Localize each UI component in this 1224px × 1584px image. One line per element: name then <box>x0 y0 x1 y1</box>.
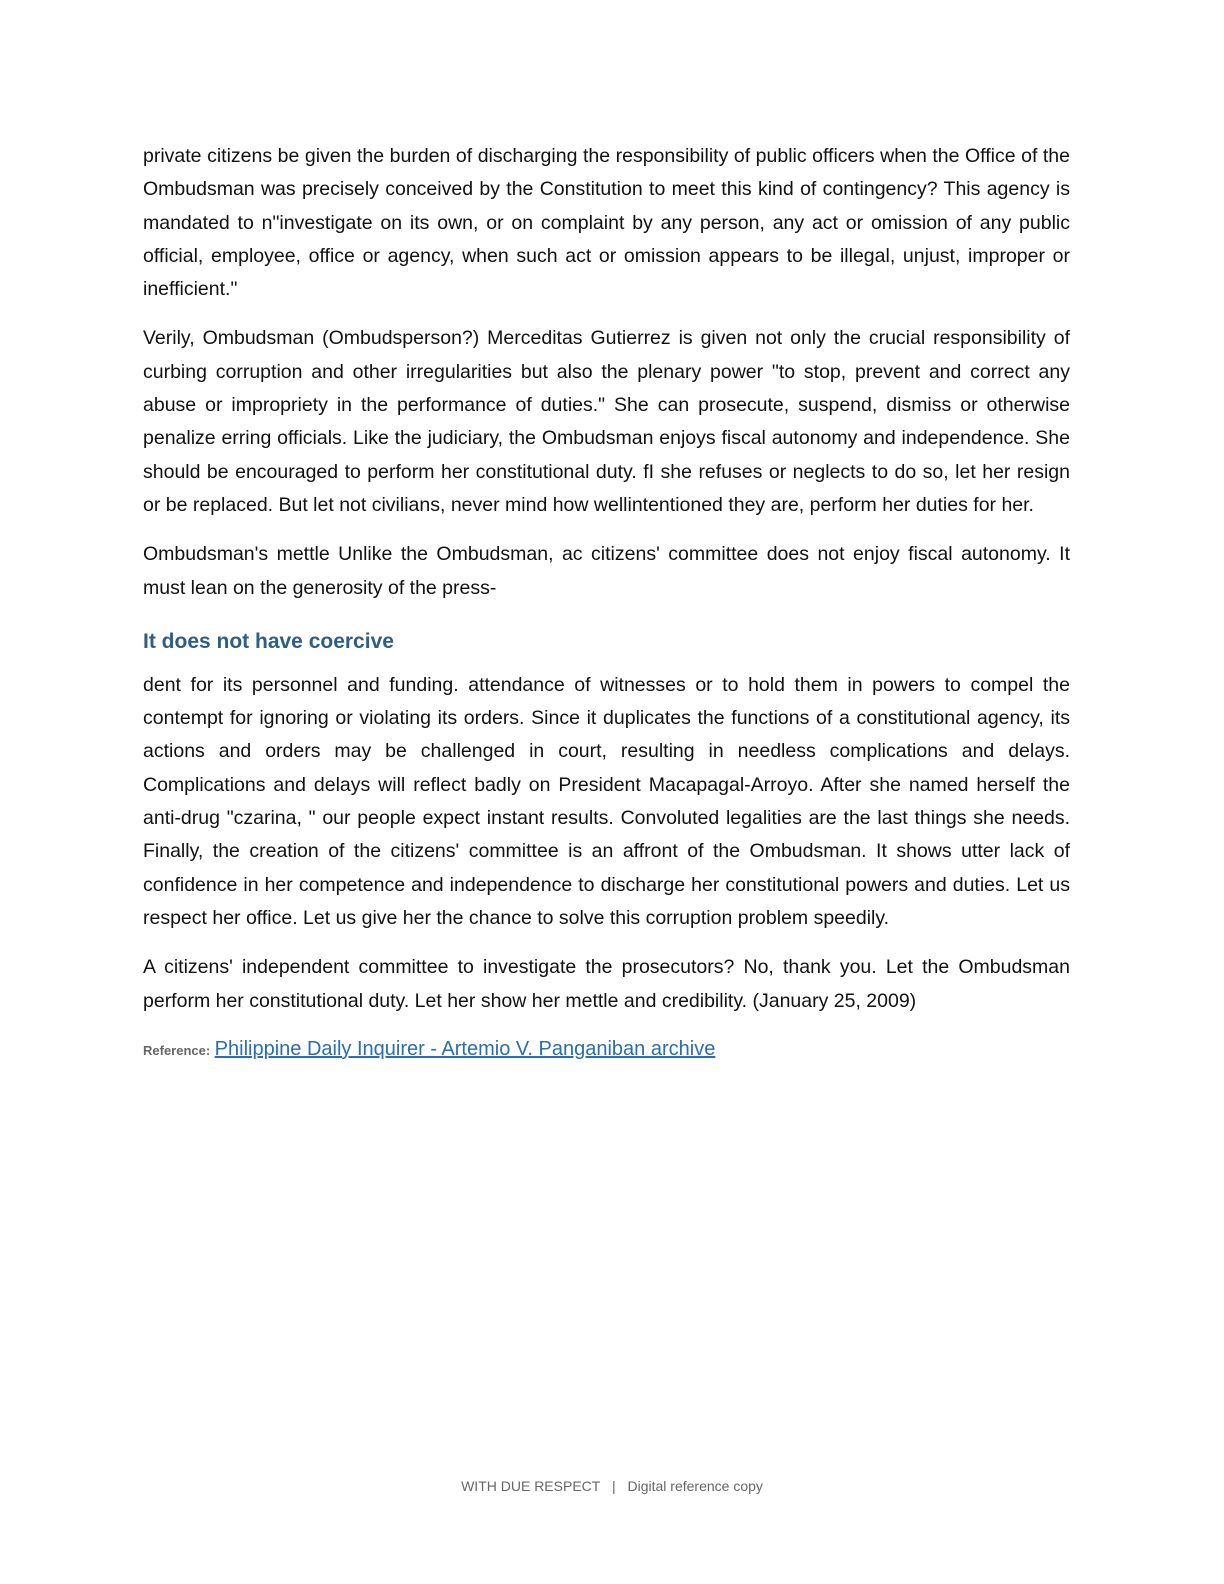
reference-link[interactable]: Philippine Daily Inquirer - Artemio V. Panganiban archive <box>214 1037 716 1060</box>
footer-title: WITH DUE RESPECT <box>461 1478 601 1494</box>
paragraph-4: dent for its personnel and funding. attendance of witnesses or to hold them in powers to compel the contempt for ignoring or violating its orders. Since it duplicates the functions of a constitutional agency, its actions and orders may be challenged in court, resulting in needless complications and delays. Complications and delays will reflect badly on President Macapagal-Arroyo. After she named herself the anti-drug "czarina, " our people expect instant results. Convoluted legalities are the last things she needs. Finally, the creation of the citizens' committee is an affront of the Ombudsman. It shows utter lack of confidence in her competence and independence to discharge her constitutional powers and duties. Let us respect her office. Let us give her the chance to solve this corruption problem speedily. <box>143 673 1070 929</box>
paragraph-5: A citizens' independent committee to investigate the prosecutors? No, thank you. Let the Ombudsman perform her constitutional duty. Let her show her mettle and credibility. (January 25, 2009) <box>143 956 1070 1012</box>
document-body <box>143 140 1070 1066</box>
footer-separator: | <box>611 1478 616 1494</box>
section-heading: It does not have coercive <box>143 629 394 653</box>
paragraph-1: private citizens be given the burden of discharging the responsibility of public officers when the Office of the Ombudsman was precisely conceived by the Constitution to meet this kind of contingency? This agency is mandated to n"investigate on its own, or on complaint by any person, any act or omission of any public official, employee, office or agency, when such act or omission appears to be illegal, unjust, improper or inefficient." <box>143 145 1070 301</box>
paragraph-2: Verily, Ombudsman (Ombudsperson?) Merceditas Gutierrez is given not only the crucial responsibility of curbing corruption and other irregularities but also the plenary power "to stop, prevent and correct any abuse or impropriety in the performance of duties." She can prosecute, suspend, dismiss or otherwise penalize erring officials. Like the judiciary, the Ombudsman enjoys fiscal autonomy and independence. She should be encouraged to perform her constitutional duty. fI she refuses or neglects to do so, let her resign or be replaced. But let not civilians, never mind how wellintentioned they are, perform her duties for her. <box>143 327 1070 516</box>
reference-label: Reference: <box>143 1042 211 1058</box>
footer-subtitle: Digital reference copy <box>627 1478 763 1494</box>
page-footer <box>0 1478 1224 1494</box>
paragraph-3: Ombudsman's mettle Unlike the Ombudsman, ac citizens' committee does not enjoy fiscal autonomy. It must lean on the generosity of the press- <box>143 543 1070 599</box>
reference-line <box>143 1034 1070 1066</box>
